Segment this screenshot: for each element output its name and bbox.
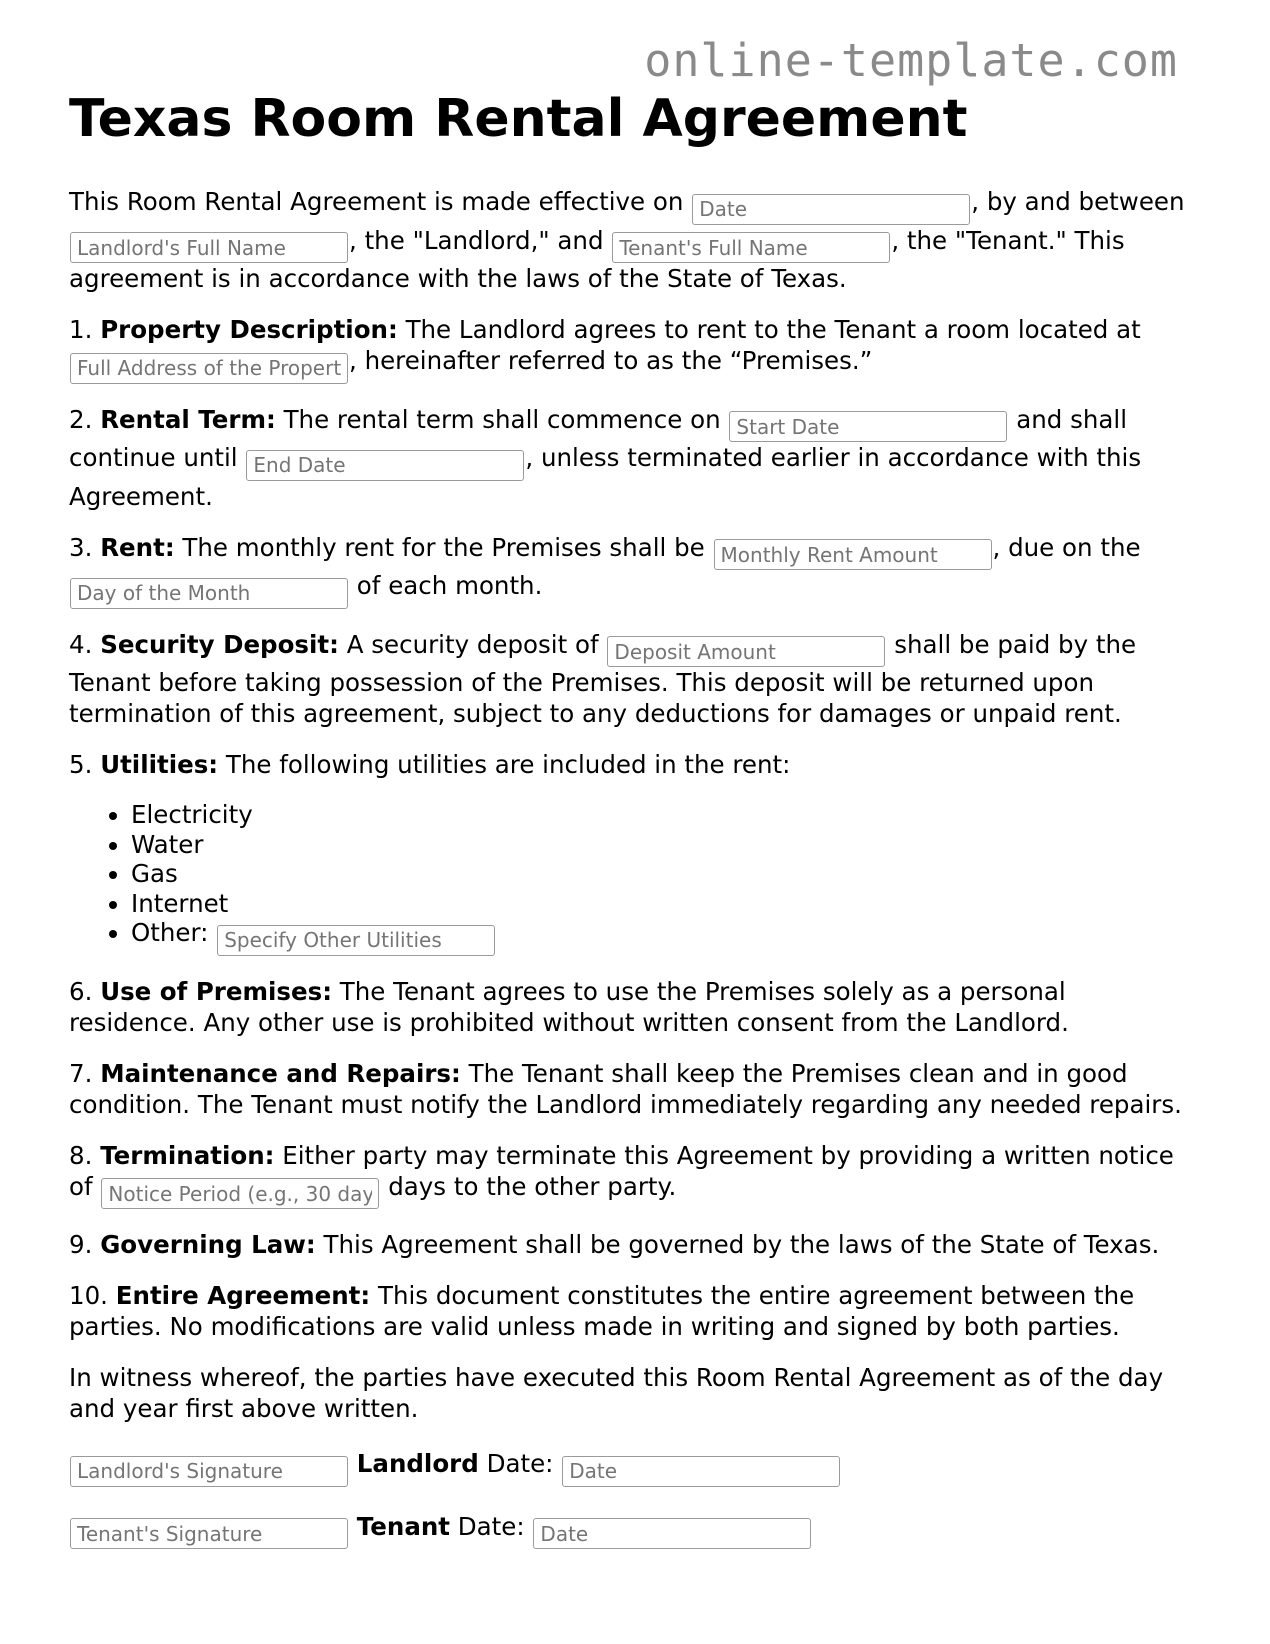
section-heading: Property Description: bbox=[100, 315, 398, 344]
section-text: The Landlord agrees to rent to the Tenant a room located at bbox=[405, 315, 1141, 344]
other-utilities-field[interactable] bbox=[217, 925, 495, 956]
section-rent bbox=[69, 532, 1199, 609]
tenant-name-field[interactable] bbox=[612, 232, 890, 263]
witness-paragraph: In witness whereof, the parties have executed this Room Rental Agreement as of the day and year first above written. bbox=[69, 1363, 1164, 1423]
section-number: 5. bbox=[69, 750, 93, 779]
rent-due-day-field[interactable] bbox=[70, 578, 348, 609]
section-number: 10. bbox=[69, 1281, 108, 1310]
tenant-date-field[interactable] bbox=[533, 1518, 811, 1549]
section-text: shall be paid by the Tenant before taking possession of the Premises. This deposit will be returned upon termination of this agreement, subject to any deductions for damages or unpaid rent. bbox=[69, 629, 1137, 728]
landlord-signature-row bbox=[69, 1448, 1199, 1487]
section-number: 8. bbox=[69, 1140, 93, 1170]
section-heading: Rental Term: bbox=[100, 404, 276, 434]
section-utilities bbox=[69, 749, 1199, 780]
effective-date-field[interactable] bbox=[692, 194, 970, 225]
section-use-of-premises bbox=[69, 976, 1199, 1038]
section-number: 3. bbox=[69, 532, 93, 562]
section-text: The Tenant shall keep the Premises clean and in good condition. The Tenant must notify the Landlord immediately regarding any needed repairs. bbox=[69, 1058, 1182, 1119]
section-text: of each month. bbox=[356, 571, 543, 600]
tenant-signature-field[interactable] bbox=[70, 1518, 348, 1549]
notice-period-field[interactable] bbox=[101, 1178, 379, 1209]
section-text: , unless terminated earlier in accordance with this Agreement. bbox=[69, 443, 1142, 511]
intro-text-3: , the "Landlord," and bbox=[349, 225, 604, 255]
section-heading: Entire Agreement: bbox=[115, 1281, 371, 1310]
intro-paragraph bbox=[69, 186, 1199, 294]
list-item: • Water bbox=[131, 830, 1199, 860]
section-heading: Maintenance and Repairs: bbox=[100, 1058, 461, 1088]
section-governing-law bbox=[69, 1229, 1199, 1260]
section-number: 1. bbox=[69, 315, 93, 344]
other-label: Other: bbox=[131, 918, 209, 947]
date-label: Date: bbox=[457, 1511, 525, 1541]
section-termination bbox=[69, 1140, 1199, 1210]
deposit-amount-field[interactable] bbox=[607, 636, 885, 667]
start-date-field[interactable] bbox=[729, 411, 1007, 442]
section-heading: Governing Law: bbox=[100, 1230, 316, 1259]
section-text: This Agreement shall be governed by the laws of the State of Texas. bbox=[323, 1230, 1160, 1259]
property-address-field[interactable] bbox=[70, 353, 348, 384]
section-text: The following utilities are included in the rent: bbox=[225, 750, 791, 779]
section-number: 4. bbox=[69, 629, 93, 659]
section-text: The Tenant agrees to use the Premises solely as a personal residence. Any other use is prohibited without written consent from the Landlord. bbox=[69, 976, 1069, 1037]
section-number: 6. bbox=[69, 976, 93, 1006]
section-text: and shall continue until bbox=[69, 404, 1128, 472]
section-text: The rental term shall commence on bbox=[283, 404, 721, 434]
intro-text-4: , the "Tenant." This agreement is in accordance with the laws of the State of Texas. bbox=[69, 225, 1125, 293]
landlord-name-field[interactable] bbox=[70, 232, 348, 263]
section-text: This document constitutes the entire agreement between the parties. No modifications are valid unless made in writing and signed by both parties. bbox=[69, 1281, 1135, 1341]
section-entire-agreement bbox=[69, 1280, 1199, 1342]
section-text: A security deposit of bbox=[346, 629, 599, 659]
section-text: The monthly rent for the Premises shall be bbox=[182, 532, 705, 562]
section-text: days to the other party. bbox=[388, 1171, 677, 1201]
section-heading: Security Deposit: bbox=[100, 629, 339, 659]
section-property-description bbox=[69, 314, 1199, 384]
section-heading: Utilities: bbox=[100, 750, 219, 779]
section-heading: Use of Premises: bbox=[100, 976, 332, 1006]
intro-text-1: This Room Rental Agreement is made effective on bbox=[69, 187, 684, 216]
section-maintenance bbox=[69, 1058, 1199, 1120]
landlord-signature-field[interactable] bbox=[70, 1456, 348, 1487]
date-label: Date: bbox=[486, 1449, 554, 1478]
section-text: , due on the bbox=[992, 532, 1141, 562]
tenant-signature-row bbox=[69, 1511, 1199, 1550]
section-text: , hereinafter referred to as the “Premises.” bbox=[349, 346, 873, 375]
list-item-other bbox=[131, 918, 1199, 956]
section-number: 2. bbox=[69, 404, 93, 434]
landlord-date-field[interactable] bbox=[562, 1456, 840, 1487]
section-security-deposit bbox=[69, 629, 1199, 730]
section-number: 7. bbox=[69, 1058, 93, 1088]
document-page bbox=[69, 86, 1199, 1573]
section-rental-term bbox=[69, 404, 1199, 512]
watermark: online-template.com bbox=[644, 34, 1178, 87]
monthly-rent-field[interactable] bbox=[714, 539, 992, 570]
landlord-label: Landlord bbox=[356, 1449, 479, 1478]
end-date-field[interactable] bbox=[246, 450, 524, 481]
list-item: • Internet bbox=[131, 889, 1199, 919]
intro-text-2: , by and between bbox=[971, 187, 1185, 216]
section-heading: Termination: bbox=[100, 1140, 275, 1170]
section-heading: Rent: bbox=[100, 532, 175, 562]
list-item: • Electricity bbox=[131, 800, 1199, 830]
list-item: • Gas bbox=[131, 859, 1199, 889]
utilities-list bbox=[69, 800, 1199, 956]
section-number: 9. bbox=[69, 1230, 93, 1259]
section-text: Either party may terminate this Agreement by providing a written notice of bbox=[69, 1140, 1174, 1201]
tenant-label: Tenant bbox=[356, 1511, 450, 1541]
document-title: Texas Room Rental Agreement bbox=[69, 89, 968, 149]
